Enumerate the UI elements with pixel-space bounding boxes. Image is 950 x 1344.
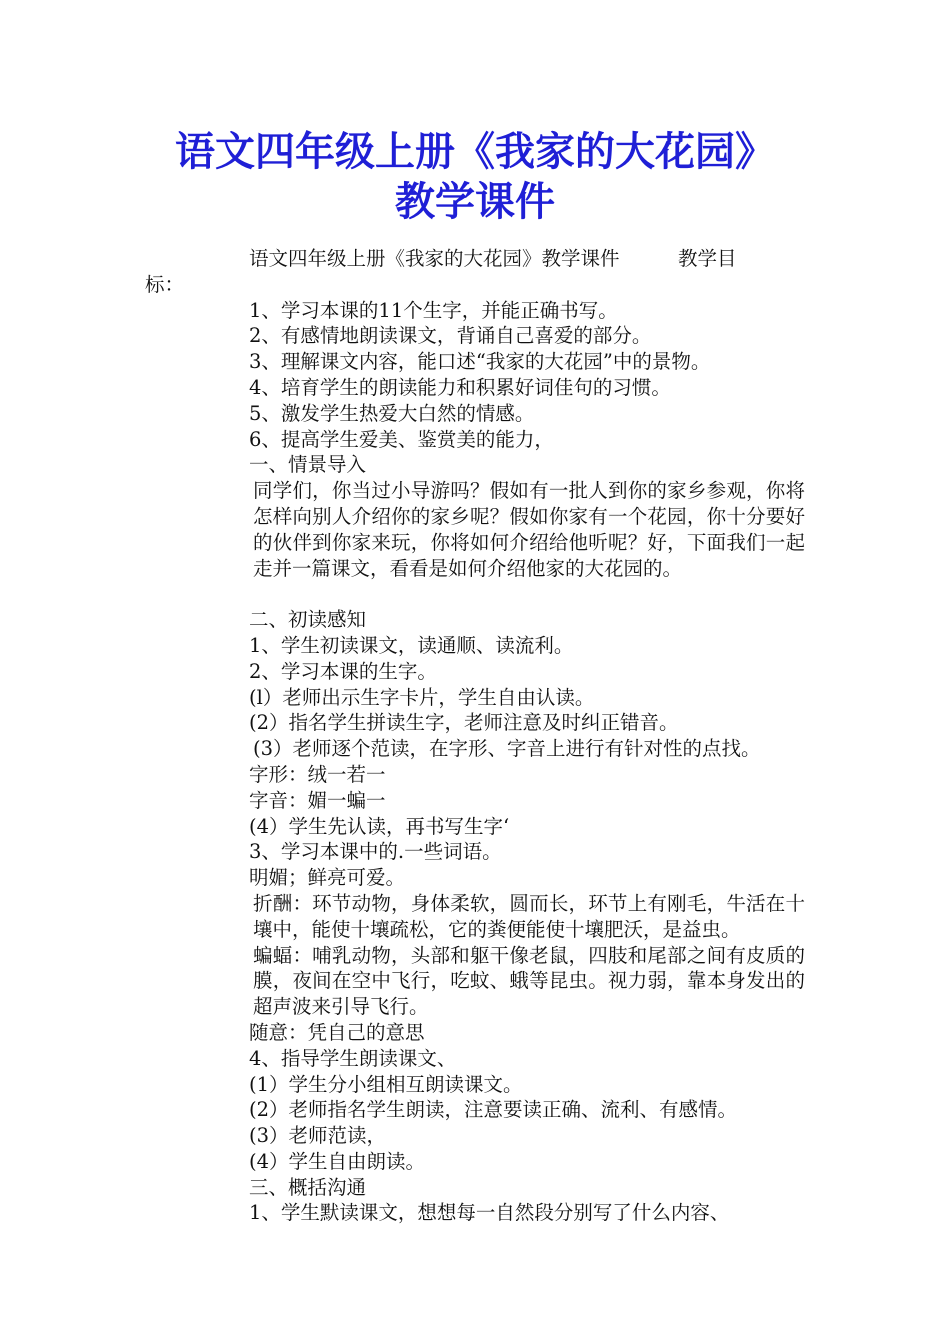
text-line: 字形：绒一若一 [249, 762, 386, 786]
text-line: (3）老师范读， [249, 1124, 387, 1148]
blank-line [145, 581, 805, 607]
section-heading: 三、概括沟通 [249, 1175, 367, 1199]
text-line: 4、指导学生朗读课文、 [249, 1046, 457, 1070]
goal-item: 6、提高学生爱美、鉴赏美的能力， [249, 427, 554, 451]
intro-line: 语文四年级上册《我家的大花园》教学课件 教学目 [249, 247, 737, 270]
text-line: 明媚；鲜亮可爱。 [249, 866, 406, 890]
goal-item: 3、理解课文内容，能口述“我家的大花园”中的景物。 [249, 350, 711, 374]
goal-item: 4、培育学生的朗读能力和积累好词佳句的习惯。 [249, 375, 671, 399]
goal-item: 1、学习本课的11个生字，并能正确书写。 [249, 298, 618, 322]
section-heading: 二、初读感知 [249, 608, 367, 632]
paragraph: (3）老师逐个范读，在字形、字音上进行有针对性的点找。 [253, 737, 761, 761]
text-line: (2）指名学生拼读生字，老师注意及时纠正错音。 [249, 711, 679, 735]
text-line: (4）学生先认读，再书写生字‘ [249, 814, 510, 838]
text-line: 3、学习本课中的.一些词语。 [249, 840, 502, 864]
goal-item: 5、激发学生热爱大白然的情感。 [249, 401, 535, 425]
text-line: (4）学生自由朗读。 [249, 1149, 426, 1173]
goal-item: 2、有感情地朗读课文，背诵自己喜爱的部分。 [249, 324, 652, 348]
text-line: 字音：媚一蝙一 [249, 788, 386, 812]
text-line: (2）老师指名学生朗读，注意要读正确、流利、有感情。 [249, 1098, 738, 1122]
document-body [145, 246, 805, 1226]
text-line: (l）老师出示生字卡片，学生自由认读。 [249, 685, 595, 709]
text-line: 1、学生初读课文，读通顺、读流利。 [249, 633, 574, 657]
paragraph: 折酬：环节动物，身体柔软，圆而长，环节上有刚毛，牛活在十壤中，能使十壤疏松，它的粪便能使十壤肥沃，是益虫。 [253, 891, 805, 941]
document-title-line-1: 语文四年级上册《我家的大花园》 [175, 128, 775, 175]
text-line: 1、学生默读课文，想想每一自然段分别写了什么内容、 [249, 1201, 730, 1225]
document-title-line-2: 教学课件 [395, 178, 555, 225]
paragraph: 蝙蝠：哺乳动物，头部和躯干像老鼠，四肢和尾部之间有皮质的膜，夜间在空中飞行，吃蚊、蛾等昆虫。视力弱，靠本身发出的超声波来引导飞行。 [253, 943, 805, 1019]
text-line: (1）学生分小组相互朗读课文。 [249, 1072, 523, 1096]
intro-line-cont: 标： [145, 272, 185, 296]
section-heading: 一、情景导入 [249, 453, 367, 477]
text-line: 随意：凭自己的意思 [249, 1020, 425, 1044]
text-line: 2、学习本课的生字。 [249, 659, 437, 683]
paragraph: 同学们，你当过小导游吗？假如有一批人到你的家乡参观，你将怎样向别人介绍你的家乡呢？假如你家有一个花园，你十分要好的伙伴到你家来玩，你将如何介绍给他听呢？好，下面我们一起走并一篇课文，看看是如何介绍他家的大花园的。 [253, 479, 805, 580]
